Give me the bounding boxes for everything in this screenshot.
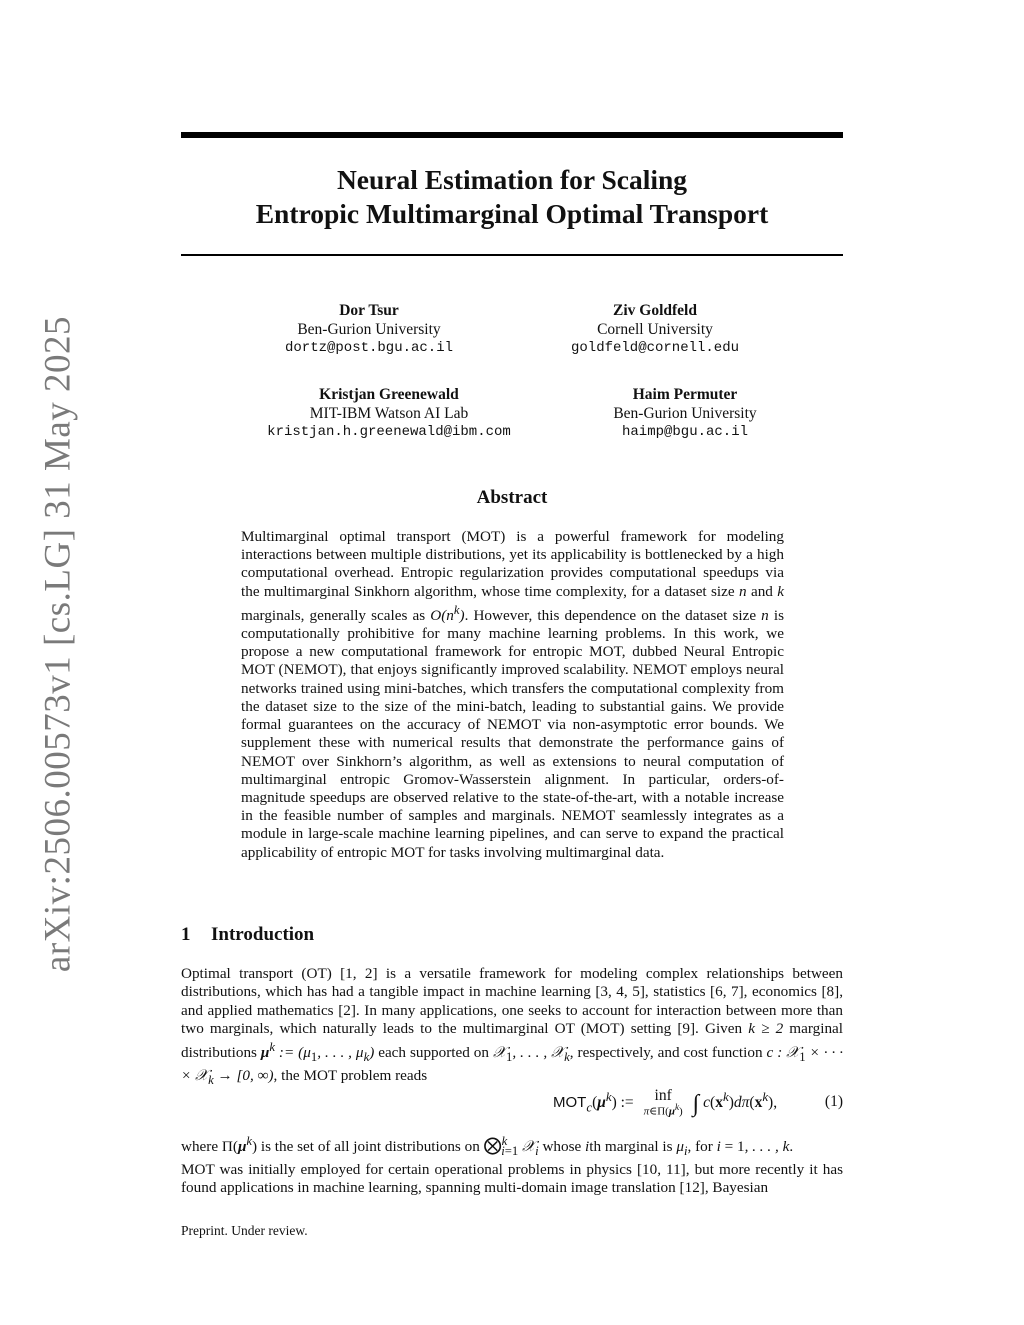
abstract-heading: Abstract: [476, 487, 548, 508]
author-block-4: [585, 385, 785, 442]
paper-title: [181, 163, 843, 231]
mot-equation: $MOT_c(\mu^k)$ := inf $\pi\in\Pi(\mu^k)$ ∫ $c(x^k)d\pi(x^k)$,: [553, 1087, 778, 1118]
author-email: kristjan.h.greenewald@ibm.com: [267, 424, 511, 440]
author-affiliation: Ben-Gurion University: [613, 405, 757, 422]
author-block-1: [269, 301, 469, 358]
intro-paragraph-1: Optimal transport (OT) [1, 2] is a versatile framework for modeling complex relationships between distributions, which has had a tangible impact in machine learning [3, 4, 5], statistics [6, 7], economics [8], and applied mathematics [2]. In many applications, one seeks to account for interaction between more than two marginals, which naturally leads to the multimarginal OT (MOT) setting [9]. Given k ≥ 2 marginal distributions $\mu^k$ := ($\mu_1$, . . . , $\mu_k$) each supported on 𝒳$_1$, . . . , 𝒳$_k$, respectively, and cost function c : 𝒳$_1$ × · · · × 𝒳$_k$ → [0, ∞), the MOT problem reads: [181, 965, 844, 1087]
title-line-1: Neural Estimation for Scaling: [336, 164, 688, 195]
equation-explanation: where $\Pi(\mu^k)$ is the set of all joint distributions on ⨂$^k_{i=1}$ 𝒳$_i$ whose ith marginal is $\mu_i$, for i = 1, . . . , k.: [181, 1134, 794, 1159]
complexity-expression: $O(n^k)$: [430, 602, 465, 624]
title-top-rule: [181, 132, 843, 138]
section-title: Introduction: [211, 924, 315, 945]
author-affiliation: MIT-IBM Watson AI Lab: [309, 405, 469, 422]
arxiv-identifier-stamp: arXiv:2506.00573v1 [cs.LG] 31 May 2025: [37, 315, 79, 973]
author-block-3: [239, 385, 539, 442]
author-name: Ziv Goldfeld: [613, 302, 697, 319]
author-affiliation: Cornell University: [597, 321, 713, 338]
author-name: Kristjan Greenewald: [319, 386, 459, 403]
intro-paragraph-2: MOT was initially employed for certain operational problems in physics [10, 11], but more recently it has found applications in machine learning, spanning multi-domain image translation [12], Bayesian: [181, 1161, 843, 1197]
equation-number: (1): [824, 1093, 843, 1110]
author-block-2: [555, 301, 755, 358]
section-number: 1: [181, 924, 191, 945]
author-name: Dor Tsur: [339, 302, 399, 319]
abstract-text: Multimarginal optimal transport (MOT) is a powerful framework for modeling interactions between multiple distributions, yet its applicability is bottlenecked by a high computational overhead. Entropic regularization provides computational speedups via the multimarginal Sinkhorn algorithm, whose time complexity, for a dataset size n and k marginals, generally scales as $O(n^k)$. However, this dependence on the dataset size n is computationally prohibitive for many machine learning problems. In this work, we propose a new computational framework for entropic MOT, dubbed Neural Entropic MOT (NEMOT), that enjoys significantly improved scalability. NEMOT employs neural networks trained using mini-batches, which transfers the computational complexity from the dataset size to the size of the mini-batch, leading to substantial gains. We provide formal guarantees on the accuracy of NEMOT via non-asymptotic error bounds. We supplement these with numerical results that demonstrate the performance gains of NEMOT over Sinkhorn’s algorithm, as well as extensions to neural computation of multimarginal entropic Gromov-Wasserstein alignment. In particular, orders-of-magnitude speedups are observed relative to the state-of-the-art, with a notable increase in the feasible number of samples and marginals. NEMOT seamlessly integrates as a module in large-scale machine learning pipelines, and can serve to expand the practical applicability of entropic MOT for tasks involving multimarginal data.: [241, 528, 784, 861]
page-footer: Preprint. Under review.: [181, 1223, 308, 1238]
equation-1: [181, 1083, 843, 1129]
title-line-2: Entropic Multimarginal Optimal Transport: [255, 198, 769, 229]
author-email: dortz@post.bgu.ac.il: [284, 340, 454, 356]
author-name: Haim Permuter: [632, 386, 738, 403]
title-bottom-rule: [181, 254, 843, 256]
section-heading-introduction: [181, 924, 314, 946]
author-email: goldfeld@cornell.edu: [570, 340, 740, 356]
author-email: haimp@bgu.ac.il: [621, 424, 749, 440]
author-affiliation: Ben-Gurion University: [297, 321, 441, 338]
